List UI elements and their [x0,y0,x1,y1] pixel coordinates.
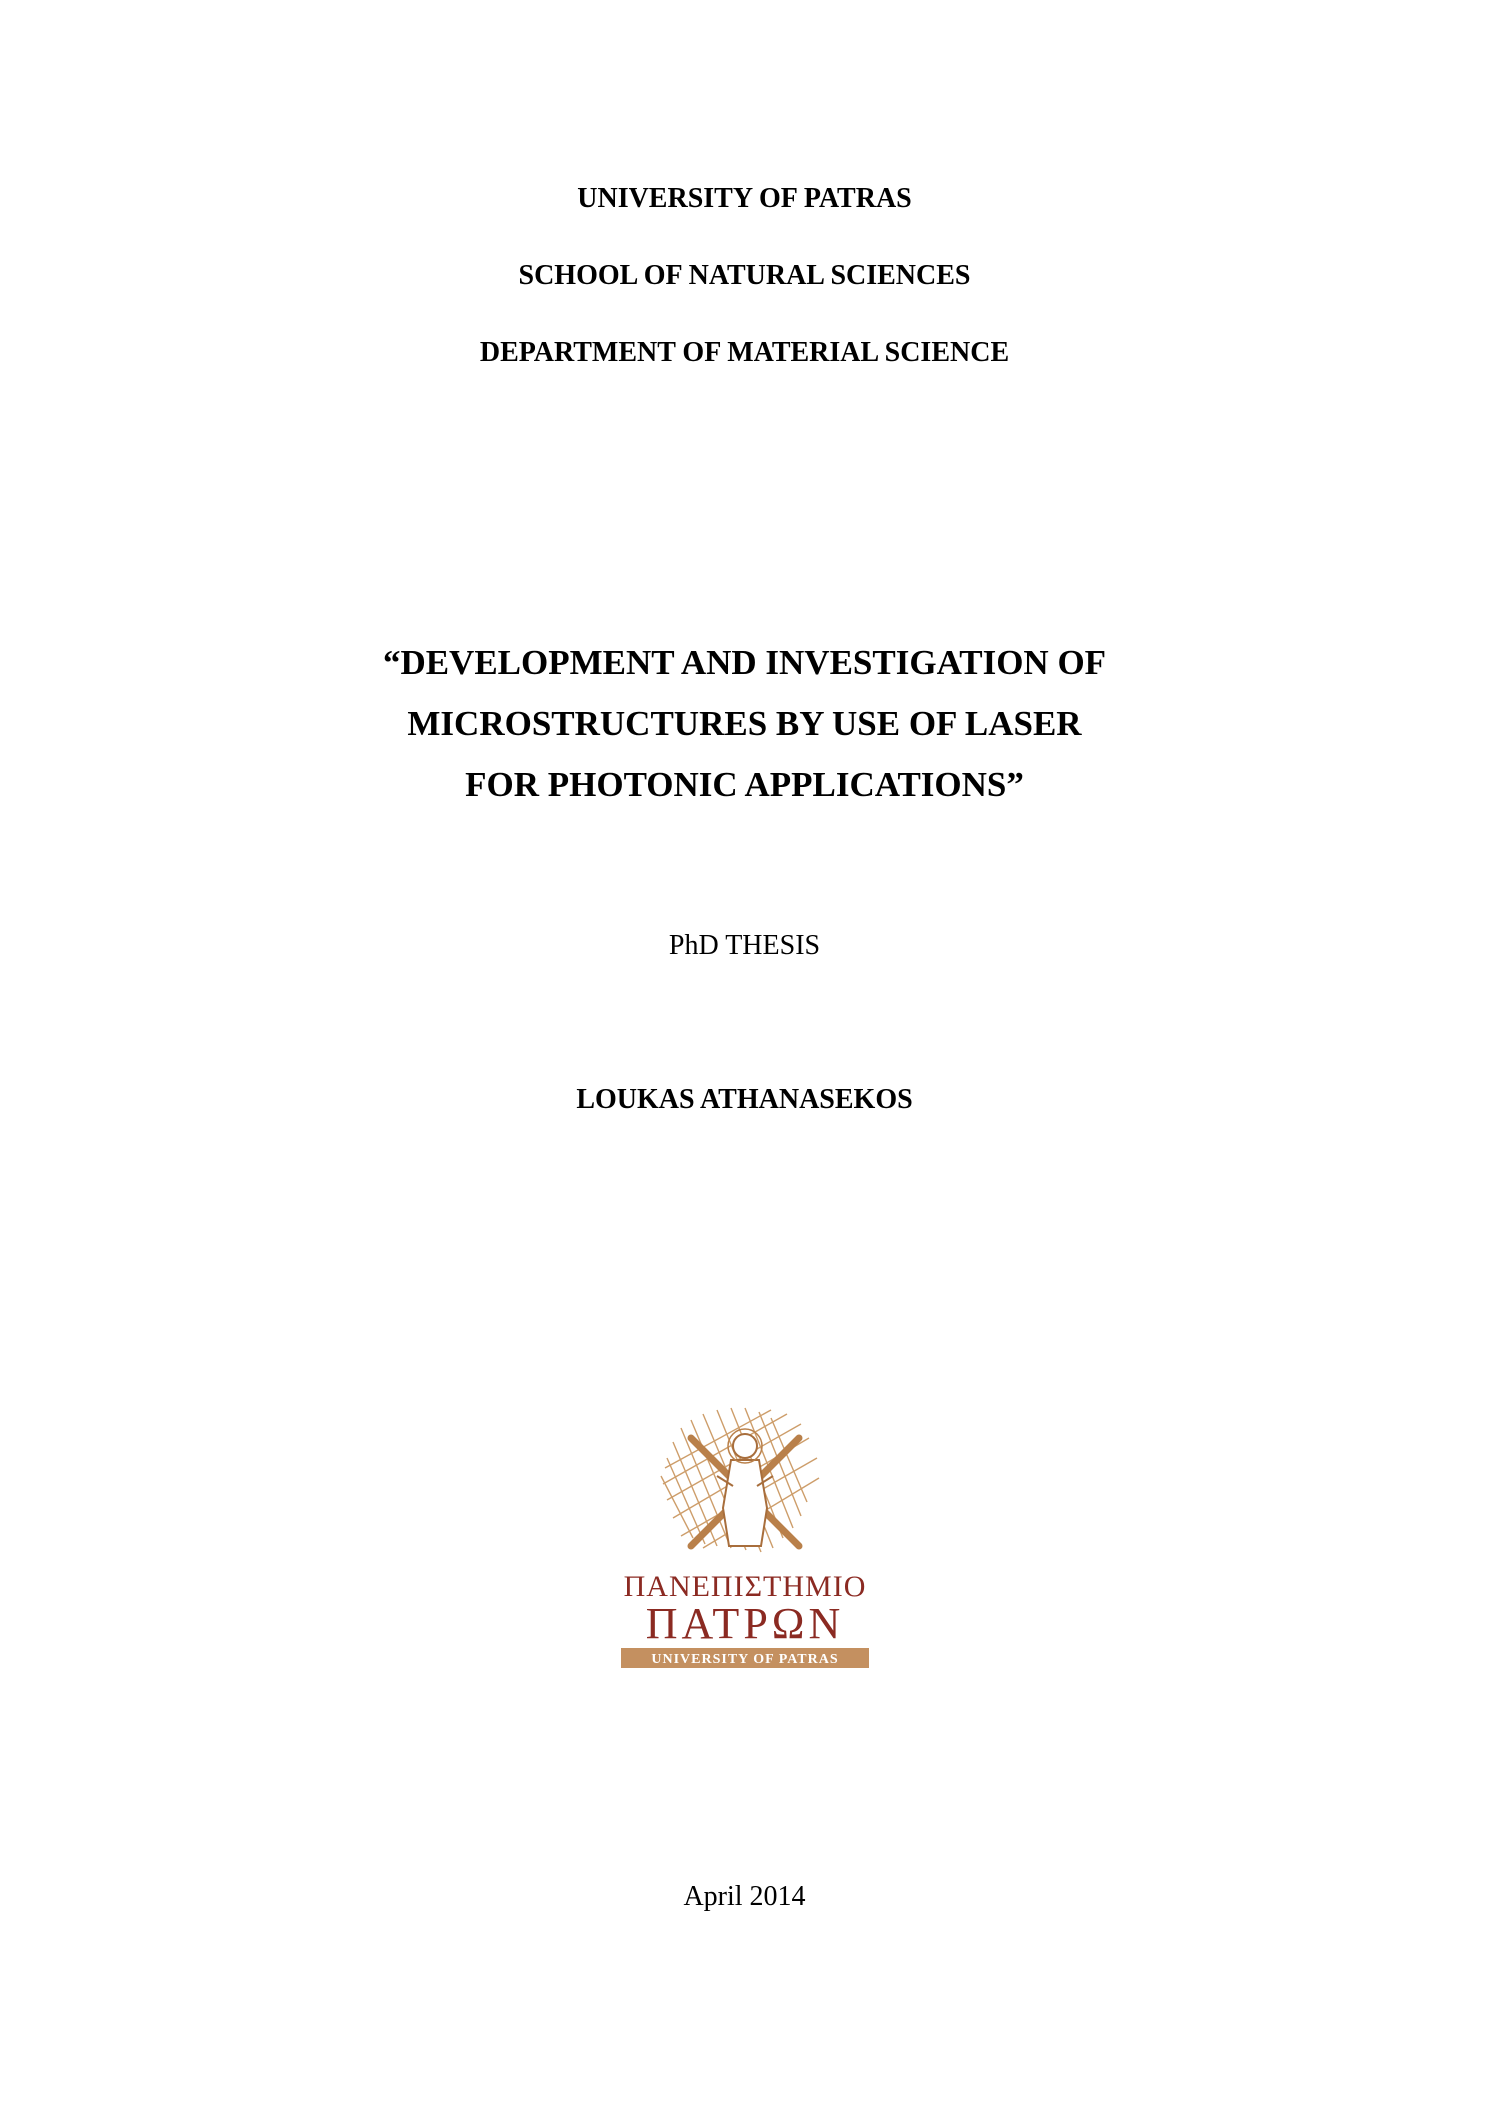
logo-greek-line-2: ΠΑΤΡΩΝ [645,1599,845,1648]
university-of-patras-seal-icon [621,1398,869,1670]
thesis-title-line-1: “DEVELOPMENT AND INVESTIGATION OF [382,643,1107,682]
university-name: UNIVERSITY OF PATRAS [577,183,912,214]
thesis-title-line-2: MICROSTRUCTURES BY USE OF LASER [407,704,1082,743]
author-name: LOUKAS ATHANASEKOS [576,1084,913,1115]
degree-label: PhD THESIS [668,930,821,961]
school-name: SCHOOL OF NATURAL SCIENCES [518,260,971,291]
department-name: DEPARTMENT OF MATERIAL SCIENCE [479,337,1010,368]
submission-date: April 2014 [683,1881,806,1912]
logo-greek-line-1: ΠΑΝΕΠΙΣΤΗΜΙΟ [623,1570,867,1603]
thesis-title-line-3: FOR PHOTONIC APPLICATIONS” [465,765,1024,804]
university-logo [621,1398,869,1670]
logo-english-text: UNIVERSITY OF PATRAS [651,1652,839,1667]
